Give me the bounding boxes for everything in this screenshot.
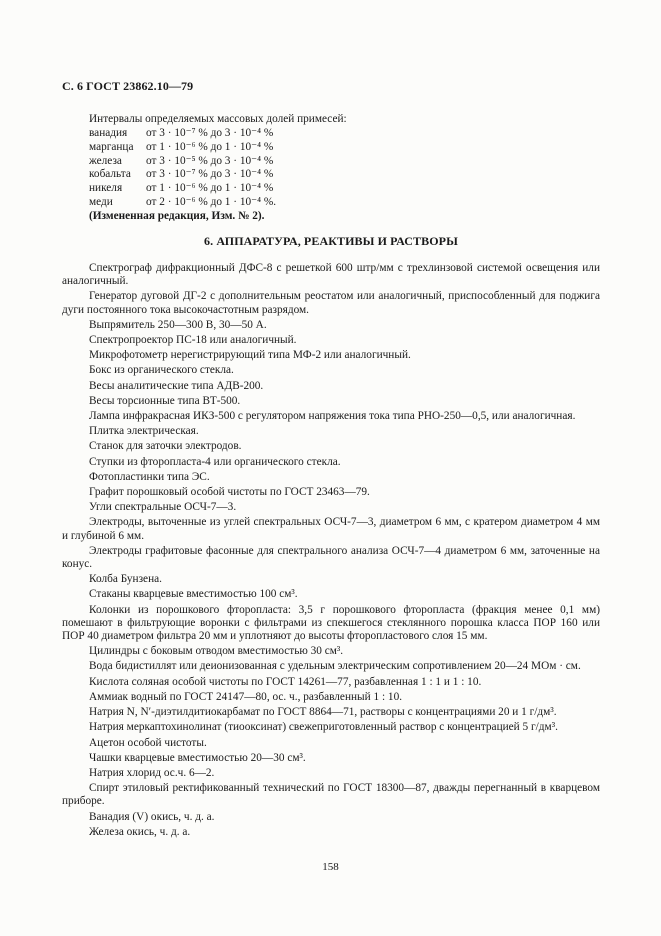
interval-range: от 2 · 10⁻⁶ % до 1 · 10⁻⁴ %.	[146, 195, 277, 208]
body-text	[62, 262, 600, 841]
paragraph: Ванадия (V) окись, ч. д. а.	[89, 810, 215, 823]
paragraph: Ацетон особой чистоты.	[89, 736, 207, 749]
paragraph: Микрофотометр нерегистрирующий типа МФ-2 или аналогичный.	[89, 349, 411, 362]
paragraph: Генератор дуговой ДГ-2 с дополнительным реостатом или аналогичный, приспособленный для поджига дуги постоянного тока высокочастотным разрядом.	[62, 290, 600, 316]
paragraph: Натрия хлорид ос.ч. 6—2.	[89, 766, 215, 779]
paragraph: Электроды, выточенные из углей спектральных ОСЧ-7—3, диаметром 6 мм, с кратером диаметром 4 мм и глубиной 6 мм.	[62, 516, 600, 542]
interval-range: от 1 · 10⁻⁶ % до 1 · 10⁻⁴ %	[146, 140, 274, 153]
paragraph: Угли спектральные ОСЧ-7—3.	[89, 501, 237, 514]
interval-row	[89, 168, 276, 182]
interval-range: от 3 · 10⁻⁷ % до 3 · 10⁻⁴ %	[146, 127, 274, 139]
paragraph: Чашки кварцевые вместимостью 20—30 см³.	[89, 751, 306, 764]
paragraph: Аммиак водный по ГОСТ 24147—80, ос. ч., разбавленный 1 : 10.	[89, 690, 403, 703]
interval-element: никеля	[89, 182, 123, 195]
paragraph: Графит порошковый особой чистоты по ГОСТ 23463—79.	[89, 486, 370, 499]
intervals-title: Интервалы определяемых массовых долей примесей:	[89, 113, 347, 125]
interval-range: от 3 · 10⁻⁵ % до 3 · 10⁻⁴ %	[146, 154, 274, 167]
paragraph: Колба Бунзена.	[89, 573, 162, 586]
paragraph: Весы торсионные типа ВТ-500.	[89, 394, 241, 407]
paragraph: Станок для заточки электродов.	[89, 440, 242, 453]
paragraph: Натрия N, N′-диэтилдитиокарбамат по ГОСТ 8864—71, растворы с концентрациями 20 и 1 г/дм³.	[89, 706, 557, 719]
paragraph: Спирт этиловый ректификованный технический по ГОСТ 18300—87, дважды перегнанный в кварцевом приборе.	[62, 782, 600, 808]
interval-range: от 3 · 10⁻⁷ % до 3 · 10⁻⁴ %	[146, 168, 274, 181]
paragraph: Вода бидистиллят или деионизованная с удельным электрическим сопротивлением 20—24 МОм · см.	[89, 660, 581, 673]
paragraph: Ступки из фторопласта-4 или органического стекла.	[89, 455, 341, 468]
paragraph: Спектрограф дифракционный ДФС-8 с решеткой 600 штр/мм с трехлинзовой системой освещения или аналогичный.	[62, 262, 600, 288]
intervals-note: (Измененная редакция, Изм. № 2).	[89, 209, 265, 222]
page-number: 158	[322, 861, 339, 873]
intervals-note-row	[89, 210, 276, 224]
paragraph: Плитка электрическая.	[89, 425, 199, 438]
interval-row	[89, 127, 276, 141]
paragraph: Цилиндры с боковым отводом вместимостью 30 см³.	[89, 645, 344, 658]
interval-element: ванадия	[89, 127, 128, 139]
interval-row	[89, 196, 276, 210]
section-title: 6. АППАРАТУРА, РЕАКТИВЫ И РАСТВОРЫ	[204, 234, 458, 248]
paragraph: Железа окись, ч. д. а.	[89, 825, 191, 838]
interval-row	[89, 155, 276, 169]
interval-range: от 1 · 10⁻⁶ % до 1 · 10⁻⁴ %	[146, 182, 274, 195]
paragraph: Кислота соляная особой чистоты по ГОСТ 14261—77, разбавленная 1 : 1 и 1 : 10.	[89, 675, 482, 688]
page-header: С. 6 ГОСТ 23862.10—79	[62, 79, 194, 93]
paragraph: Стаканы кварцевые вместимостью 100 см³.	[89, 588, 298, 601]
paragraph: Бокс из органического стекла.	[89, 364, 234, 377]
interval-row	[89, 182, 276, 196]
paragraph: Колонки из порошкового фторопласта: 3,5 г порошкового фторопласта (фракция менее 0,1 мм) помешают в фильтрующие воронки с фильтрами из спекшегося стеклянного порошка класса ПОР 160 или ПОР 40 диаметром фильтра 20 мм и уплотняют до высоты фторопластового слоя 15 мм.	[62, 603, 600, 643]
paragraph: Весы аналитические типа АДВ-200.	[89, 379, 264, 392]
paragraph: Электроды графитовые фасонные для спектрального анализа ОСЧ-7—4 диаметром 6 мм, заточенные на конус.	[62, 544, 600, 571]
interval-element: кобальта	[89, 168, 131, 181]
interval-element: марганца	[89, 140, 134, 153]
interval-element: меди	[89, 195, 113, 208]
paragraph: Выпрямитель 250—300 В, 30—50 А.	[89, 318, 267, 331]
paragraph: Спектропроектор ПС-18 или аналогичный.	[89, 334, 297, 347]
interval-element: железа	[89, 154, 122, 167]
paragraph: Натрия меркаптохинолинат (тиооксинат) свежеприготовленный раствор с концентрацией 5 г/дм³.	[89, 721, 558, 734]
paragraph: Фотопластинки типа ЭС.	[89, 470, 210, 483]
paragraph: Лампа инфракрасная ИКЗ-500 с регулятором напряжения тока типа РНО-250—0,5, или аналогичная.	[89, 410, 576, 423]
intervals-table	[89, 127, 276, 224]
interval-row	[89, 141, 276, 155]
